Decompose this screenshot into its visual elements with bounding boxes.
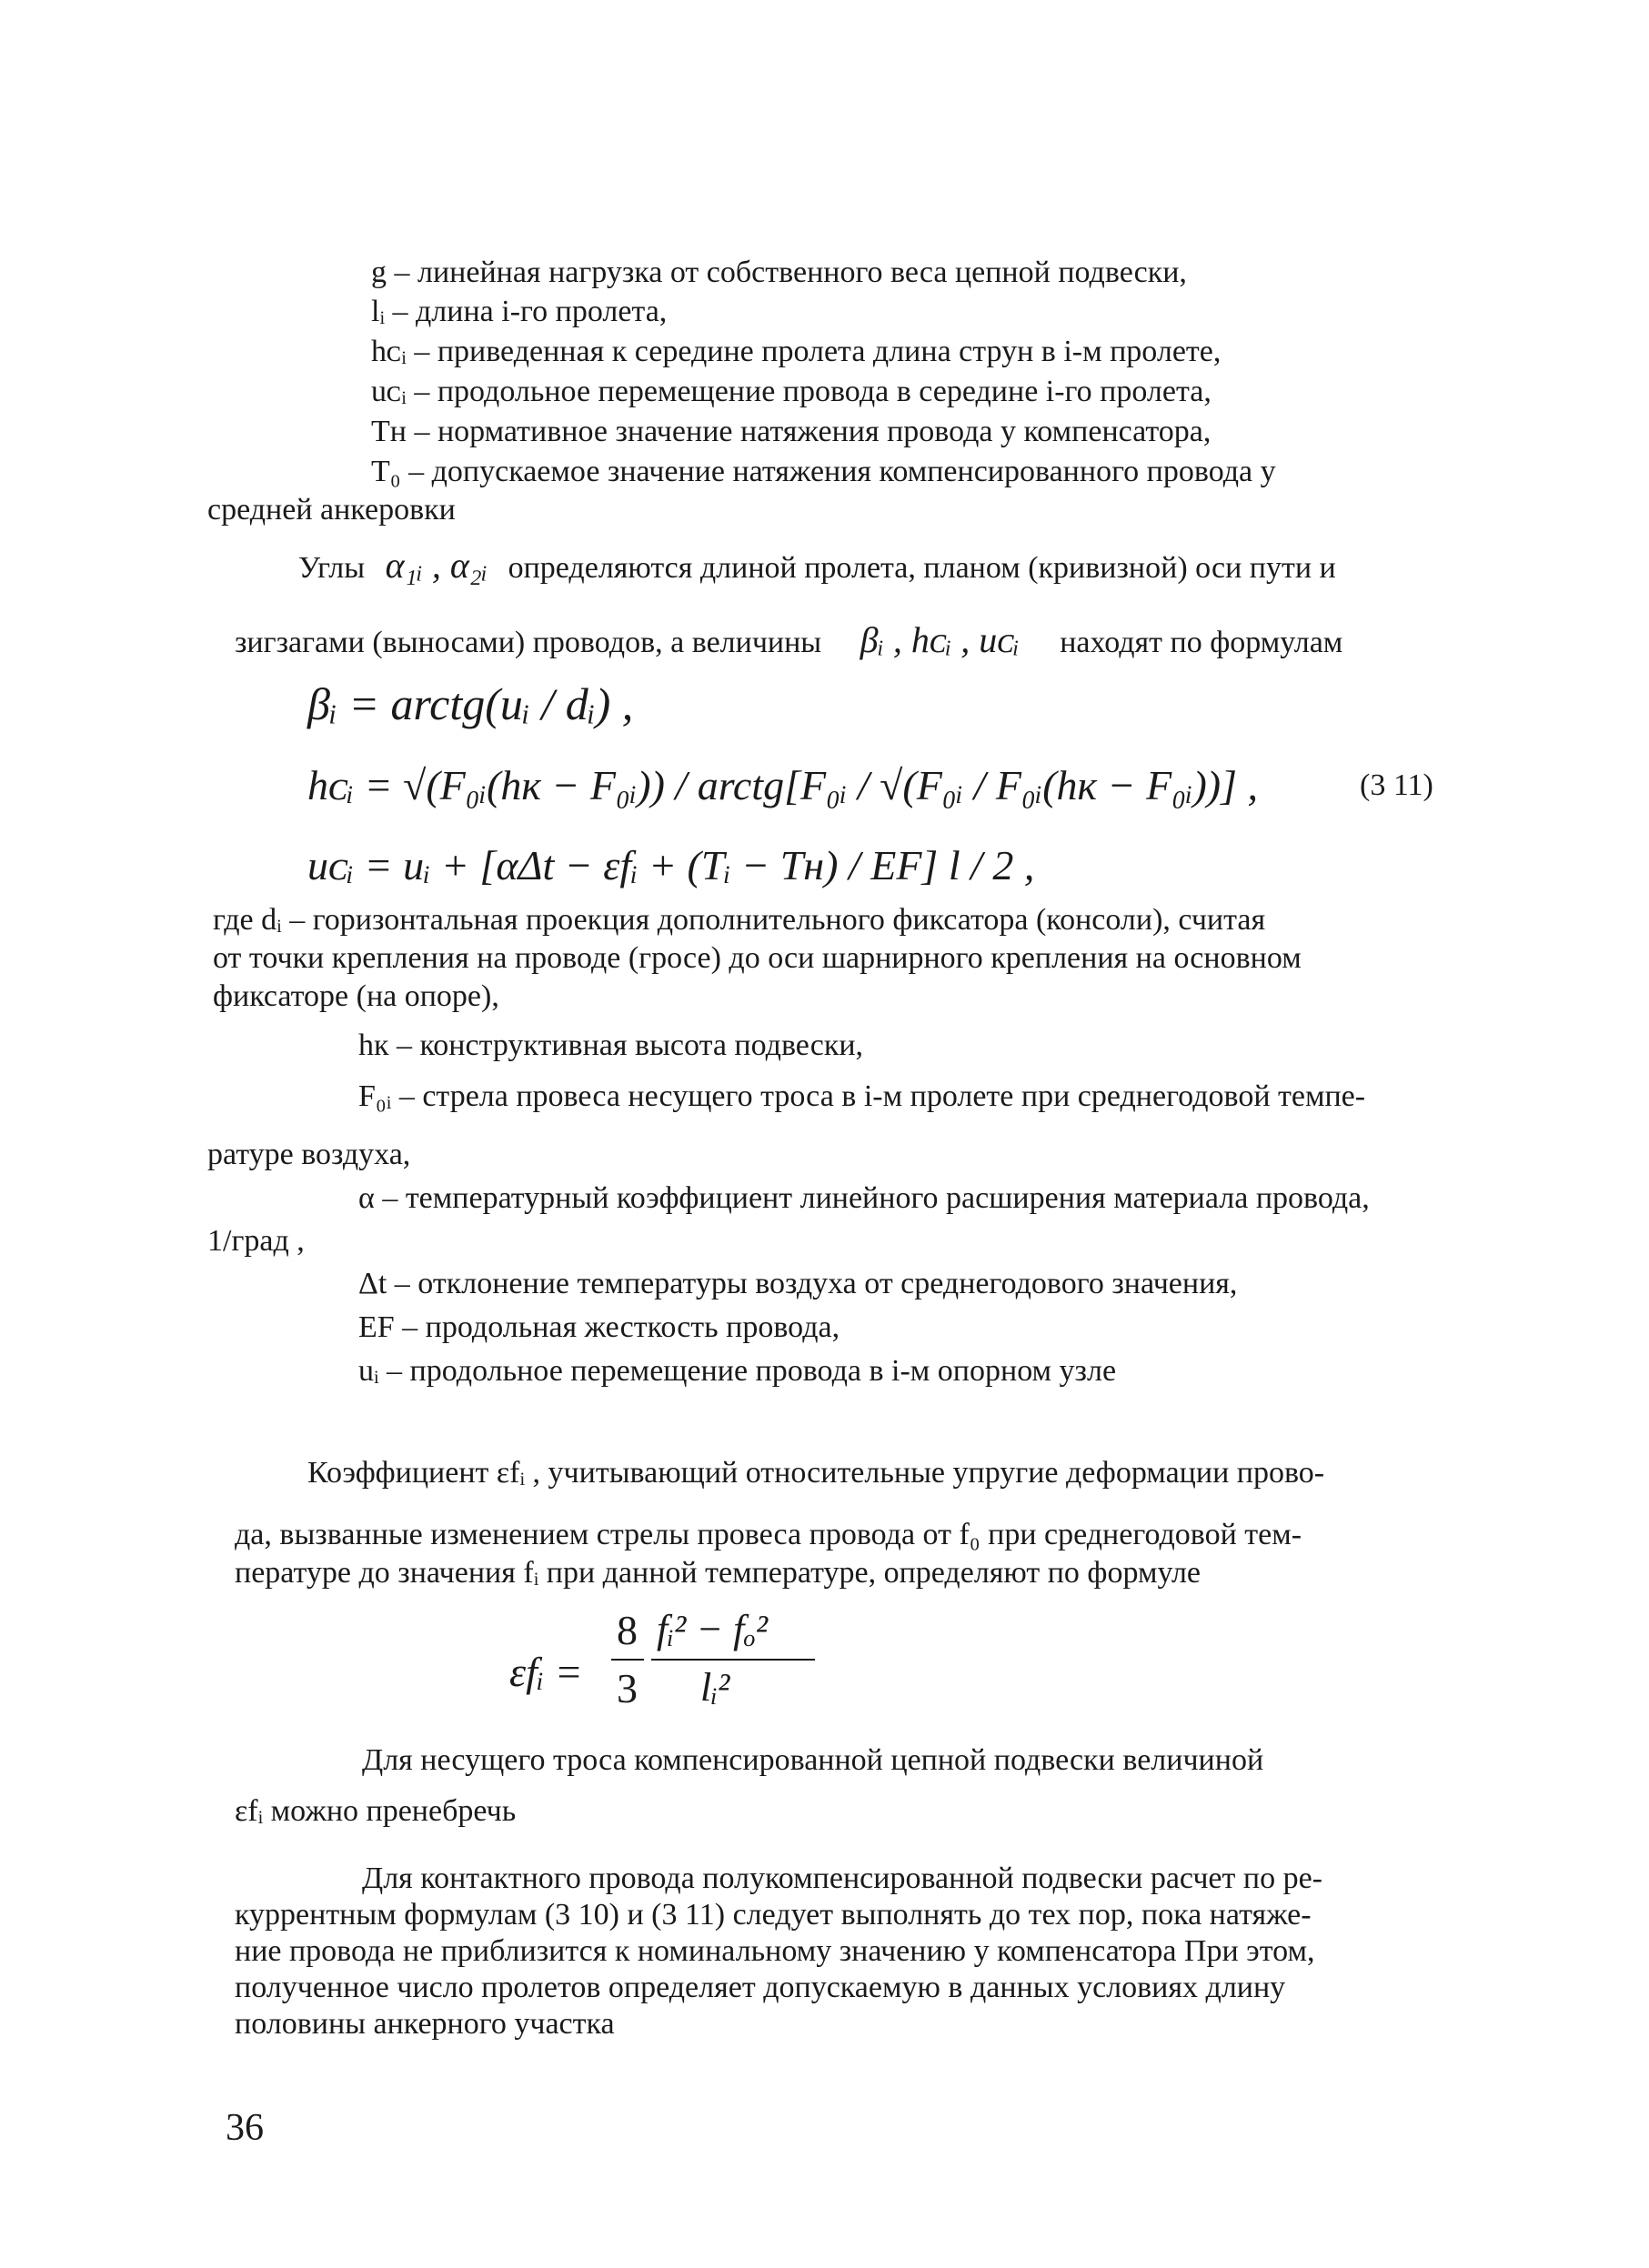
where-ef: EF – продольная жесткость провода, <box>358 1310 840 1344</box>
zigzag-post: находят по формулам <box>1060 626 1343 659</box>
def-t0: T₀ – допускаемое значение натяжения компенсированного провода у <box>371 455 1276 488</box>
def-g: g – линейная нагрузка от собственного веса цепной подвески, <box>371 256 1187 289</box>
formula-beta: βᵢ = arctg(uᵢ / dᵢ) , <box>307 678 634 729</box>
neglect-line-2: εfᵢ можно пренебречь <box>235 1794 517 1828</box>
neglect-line-1: Для несущего троса компенсированной цепной подвески величиной <box>362 1743 1264 1777</box>
angles-line <box>298 547 1336 587</box>
final-line-3: ние провода не приблизится к номинальному значению у компенсатора При этом, <box>235 1934 1315 1968</box>
page-number: 36 <box>226 2107 264 2149</box>
frac-coef-den: 3 <box>617 1665 638 1711</box>
where-d: где dᵢ – горизонтальная проекция дополнительного фиксатора (консоли), считая <box>213 903 1266 937</box>
zigzag-symbols: βᵢ , hᴄᵢ , uᴄᵢ <box>860 619 1020 660</box>
zigzag-line <box>235 619 1343 661</box>
equation-number: (3 11) <box>1360 768 1433 802</box>
def-hc: hᴄᵢ – приведенная к середине пролета длина струн в i-м пролете, <box>371 335 1222 368</box>
where-f0: F₀ᵢ – стрела провеса несущего троса в i-м пролете при среднегодовой темпе- <box>358 1079 1366 1113</box>
where-hk: hк – конструктивная высота подвески, <box>358 1029 864 1062</box>
where-dt: Δt – отклонение температуры воздуха от среднегодового значения, <box>358 1267 1238 1300</box>
def-l: lᵢ – длина i-го пролета, <box>371 295 668 328</box>
where-alpha: α – температурный коэффициент линейного расширения материала провода, <box>358 1181 1370 1215</box>
final-line-1: Для контактного провода полукомпенсированной подвески расчет по ре- <box>362 1862 1322 1895</box>
where-d-cont1: от точки крепления на проводе (гросе) до оси шарнирного крепления на основном <box>213 941 1302 975</box>
frac-den: lᵢ² <box>700 1665 730 1710</box>
angles-pre: Углы <box>298 551 366 585</box>
angles-post: определяются длиной пролета, планом (кривизной) оси пути и <box>508 551 1336 585</box>
where-ui: uᵢ – продольное перемещение провода в i-м опорном узле <box>358 1354 1117 1388</box>
zigzag-pre: зигзагами (выносами) проводов, а величины <box>235 626 822 659</box>
final-line-4: полученное число пролетов определяет допускаемую в данных условиях длину <box>235 1971 1286 2004</box>
frac-num: fᵢ² − fₒ² <box>657 1607 769 1651</box>
formula-hc: hᴄᵢ = √(F₀ᵢ(hк − F₀ᵢ)) / arctg[F₀ᵢ / √(F₀ᵢ / F₀ᵢ(hк − F₀ᵢ))] , <box>307 762 1258 808</box>
formula-uc: uᴄᵢ = uᵢ + [αΔt − εfᵢ + (Tᵢ − Tн) / EF] l / 2 , <box>307 842 1035 888</box>
angles-symbols: α₁ᵢ , α₂ᵢ <box>385 545 488 586</box>
where-d-cont2: фиксаторе (на опоре), <box>213 979 499 1013</box>
where-f0-cont: ратуре воздуха, <box>207 1138 411 1171</box>
final-line-2: куррентным формулам (3 10) и (3 11) следует выполнять до тех пор, пока натяже- <box>235 1898 1312 1932</box>
frac-lhs: εfᵢ = <box>509 1649 583 1695</box>
frac-main-bar <box>651 1659 815 1661</box>
coef-line-2: да, вызванные изменением стрелы провеса провода от f₀ при среднегодовой тем- <box>235 1518 1302 1551</box>
def-t0-cont: средней анкеровки <box>207 493 456 527</box>
def-tn: Tн – нормативное значение натяжения провода у компенсатора, <box>371 415 1212 448</box>
coef-line-3: пературе до значения fᵢ при данной температуре, определяют по формуле <box>235 1556 1202 1590</box>
final-line-5: половины анкерного участка <box>235 2007 615 2041</box>
coef-line-1: Коэффициент εfᵢ , учитывающий относительные упругие деформации прово- <box>307 1456 1325 1490</box>
frac-coef-num: 8 <box>617 1607 638 1653</box>
frac-coef-bar <box>611 1659 644 1661</box>
where-alpha-cont: 1/град , <box>207 1224 305 1258</box>
def-uc: uᴄᵢ – продольное перемещение провода в середине i-го пролета, <box>371 375 1212 408</box>
